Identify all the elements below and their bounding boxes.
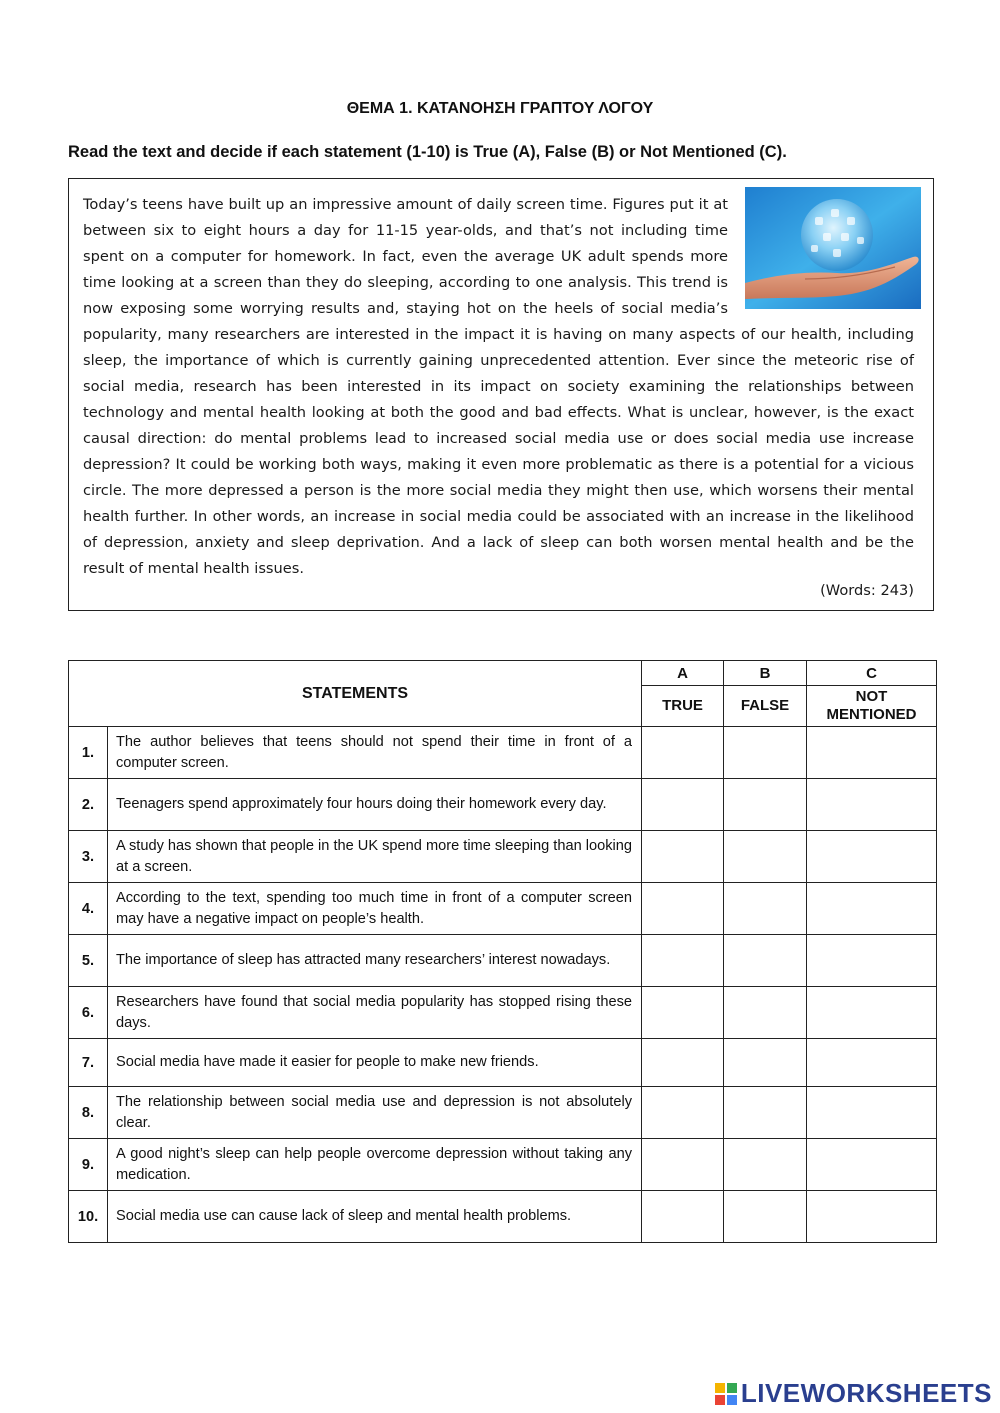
page-title: ΘΕΜΑ 1. ΚΑΤΑΝΟΗΣΗ ΓΡΑΠΤΟΥ ΛΟΓΟΥ <box>346 100 654 117</box>
answer-cell-true[interactable] <box>642 779 724 831</box>
table-row <box>69 727 937 779</box>
answer-cell-true[interactable] <box>642 727 724 779</box>
answer-cell-false[interactable] <box>724 1087 807 1139</box>
answer-cell-not-mentioned[interactable] <box>807 935 937 987</box>
answer-cell-false[interactable] <box>724 883 807 935</box>
table-row <box>69 831 937 883</box>
answer-cell-not-mentioned[interactable] <box>807 727 937 779</box>
answer-cell-true[interactable] <box>642 1139 724 1191</box>
col-c-label <box>807 686 937 727</box>
word-count: (Words: 243) <box>820 582 914 599</box>
answer-cell-not-mentioned[interactable] <box>807 883 937 935</box>
answer-cell-not-mentioned[interactable] <box>807 1087 937 1139</box>
answer-cell-false[interactable] <box>724 831 807 883</box>
liveworksheets-logo[interactable] <box>715 1378 992 1409</box>
col-b-label: FALSE <box>724 686 807 727</box>
statement-text: A study has shown that people in the UK spend more time sleeping than looking at a screen. <box>108 831 642 883</box>
answer-cell-not-mentioned[interactable] <box>807 1191 937 1243</box>
table-row <box>69 1191 937 1243</box>
statement-number: 9. <box>69 1139 108 1191</box>
statement-number: 8. <box>69 1087 108 1139</box>
statement-number: 1. <box>69 727 108 779</box>
answer-cell-false[interactable] <box>724 1191 807 1243</box>
col-c-letter: C <box>807 661 937 686</box>
answer-cell-false[interactable] <box>724 779 807 831</box>
table-row <box>69 1139 937 1191</box>
liveworksheets-icon <box>715 1383 737 1405</box>
answer-cell-true[interactable] <box>642 1191 724 1243</box>
answer-cell-false[interactable] <box>724 1039 807 1087</box>
table-row <box>69 1087 937 1139</box>
statement-text: The relationship between social media use and depression is not absolutely clear. <box>108 1087 642 1139</box>
answer-cell-false[interactable] <box>724 727 807 779</box>
statement-text: According to the text, spending too much time in front of a computer screen may have a negative impact on people’s health. <box>108 883 642 935</box>
answer-cell-true[interactable] <box>642 1087 724 1139</box>
answer-cell-not-mentioned[interactable] <box>807 779 937 831</box>
answer-cell-not-mentioned[interactable] <box>807 831 937 883</box>
answer-cell-not-mentioned[interactable] <box>807 1039 937 1087</box>
statement-number: 7. <box>69 1039 108 1087</box>
answer-cell-false[interactable] <box>724 1139 807 1191</box>
table-row <box>69 883 937 935</box>
logo-text: LIVEWORKSHEETS <box>740 1378 992 1408</box>
answer-cell-true[interactable] <box>642 1039 724 1087</box>
statement-number: 3. <box>69 831 108 883</box>
statement-text: Social media use can cause lack of sleep and mental health problems. <box>108 1191 642 1243</box>
table-row <box>69 779 937 831</box>
statement-number: 4. <box>69 883 108 935</box>
statement-text: A good night’s sleep can help people overcome depression without taking any medication. <box>108 1139 642 1191</box>
answer-cell-true[interactable] <box>642 831 724 883</box>
col-c-label-text: NOT MENTIONED <box>826 688 917 723</box>
answer-cell-false[interactable] <box>724 987 807 1039</box>
col-b-letter: B <box>724 661 807 686</box>
statement-text: Researchers have found that social media popularity has stopped rising these days. <box>108 987 642 1039</box>
statement-number: 5. <box>69 935 108 987</box>
statement-number: 6. <box>69 987 108 1039</box>
table-row <box>69 987 937 1039</box>
answer-cell-true[interactable] <box>642 883 724 935</box>
statements-table <box>68 660 937 1243</box>
answer-cell-not-mentioned[interactable] <box>807 987 937 1039</box>
statements-header: STATEMENTS <box>69 661 642 727</box>
answer-cell-not-mentioned[interactable] <box>807 1139 937 1191</box>
col-a-letter: A <box>642 661 724 686</box>
col-a-label: TRUE <box>642 686 724 727</box>
statement-text: Social media have made it easier for people to make new friends. <box>108 1039 642 1087</box>
statement-text: The importance of sleep has attracted many researchers’ interest nowadays. <box>108 935 642 987</box>
statement-text: The author believes that teens should not spend their time in front of a computer screen. <box>108 727 642 779</box>
statement-text: Teenagers spend approximately four hours doing their homework every day. <box>108 779 642 831</box>
answer-cell-true[interactable] <box>642 987 724 1039</box>
answer-cell-false[interactable] <box>724 935 807 987</box>
statement-number: 2. <box>69 779 108 831</box>
reading-passage <box>83 192 914 582</box>
table-row <box>69 935 937 987</box>
passage-text: Today’s teens have built up an impressive amount of daily screen time. Figures put it at between six to eight hours a day for 11-15 year-olds, and that’s not including time spent on a computer for homework. In fact, even the average UK adult spends more time looking at a screen than they do sleeping, according to one analysis. This trend is now exposing some worrying results and, staying hot on the heels of social media’s popularity, many researchers are interested in the impact it is having on many aspects of our health, including sleep, the importance of which is currently gaining unprecedented attention. Ever since the meteoric rise of social media, research has been interested in its impact on society examining the relationships between technology and mental health looking at both the good and bad effects. What is unclear, however, is the exact causal direction: do mental problems lead to increased social media use or does social media use increase depression? It could be working both ways, making it even more problematic as there is a potential for a vicious circle. The more depressed a person is the more social media they might then use, which worsens their mental health further. In other words, an increase in social media could be associated with an increase in the likelihood of depression, anxiety and sleep deprivation. And a lack of sleep can both worsen mental health and be the result of mental health issues. <box>83 196 914 577</box>
statement-number: 10. <box>69 1191 108 1243</box>
table-row <box>69 1039 937 1087</box>
answer-cell-true[interactable] <box>642 935 724 987</box>
instructions: Read the text and decide if each statement (1-10) is True (A), False (B) or Not Mentioned (C). <box>68 143 787 161</box>
